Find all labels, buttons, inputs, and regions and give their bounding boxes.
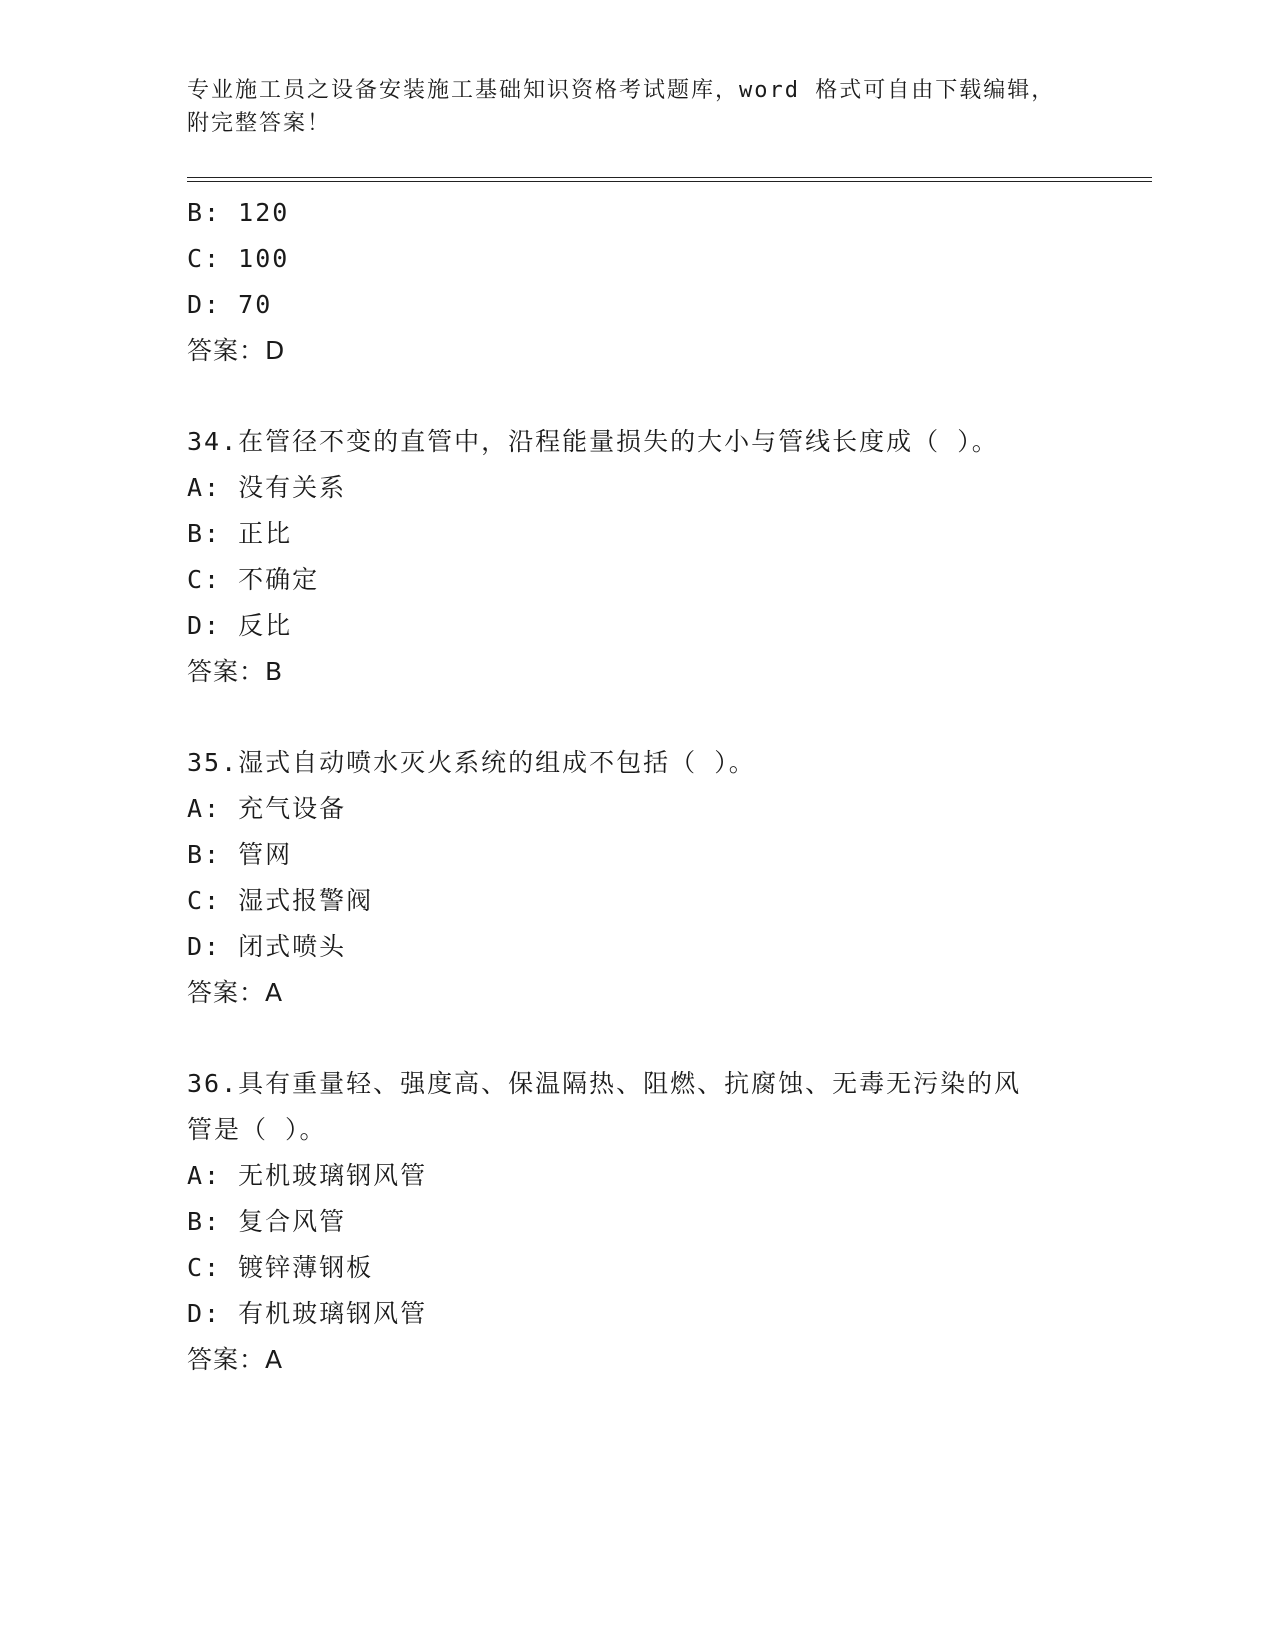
option-b: B: 复合风管 (187, 1207, 347, 1236)
question-stem (187, 419, 1087, 465)
option-d: D: 反比 (187, 611, 293, 640)
question-34 (187, 419, 1087, 695)
question-number: 35. (187, 748, 239, 777)
option-a: A: 充气设备 (187, 794, 347, 823)
header-line-1: 专业施工员之设备安装施工基础知识资格考试题库，word 格式可自由下载编辑， (187, 78, 1056, 103)
question-number: 34. (187, 427, 239, 456)
option-b: B: 正比 (187, 519, 293, 548)
question-list (187, 190, 1087, 1383)
header-rule-bottom (187, 181, 1152, 182)
option-b: B: 管网 (187, 840, 293, 869)
answer-label: 答案：B (187, 657, 284, 686)
option-d: D: 有机玻璃钢风管 (187, 1299, 428, 1328)
option-a: A: 没有关系 (187, 473, 347, 502)
document-header (187, 74, 1087, 140)
question-text-line-1: 具有重量轻、强度高、保温隔热、阻燃、抗腐蚀、无毒无污染的风 (238, 1069, 1022, 1098)
option-c: C: 不确定 (187, 565, 320, 594)
answer-label: 答案：A (187, 1345, 284, 1374)
header-line-2: 附完整答案！ (187, 111, 332, 136)
option-c: C: 100 (187, 244, 290, 273)
option-a: A: 无机玻璃钢风管 (187, 1161, 428, 1190)
answer-label: 答案：D (187, 336, 286, 365)
header-rule-top (187, 177, 1152, 178)
option-d: D: 70 (187, 290, 273, 319)
question-stem (187, 1061, 1087, 1107)
option-c: C: 湿式报警阀 (187, 886, 374, 915)
option-b: B: 120 (187, 198, 290, 227)
option-d: D: 闭式喷头 (187, 932, 347, 961)
question-stem (187, 740, 1087, 786)
carryover-question (187, 190, 1087, 374)
question-text: 湿式自动喷水灭火系统的组成不包括（ ）。 (238, 748, 756, 777)
question-number: 36. (187, 1069, 239, 1098)
question-text-line-2: 管是（ ）。 (187, 1115, 327, 1144)
question-36 (187, 1061, 1087, 1383)
question-35 (187, 740, 1087, 1016)
question-text: 在管径不变的直管中，沿程能量损失的大小与管线长度成（ ）。 (238, 427, 999, 456)
option-c: C: 镀锌薄钢板 (187, 1253, 374, 1282)
answer-label: 答案：A (187, 978, 284, 1007)
